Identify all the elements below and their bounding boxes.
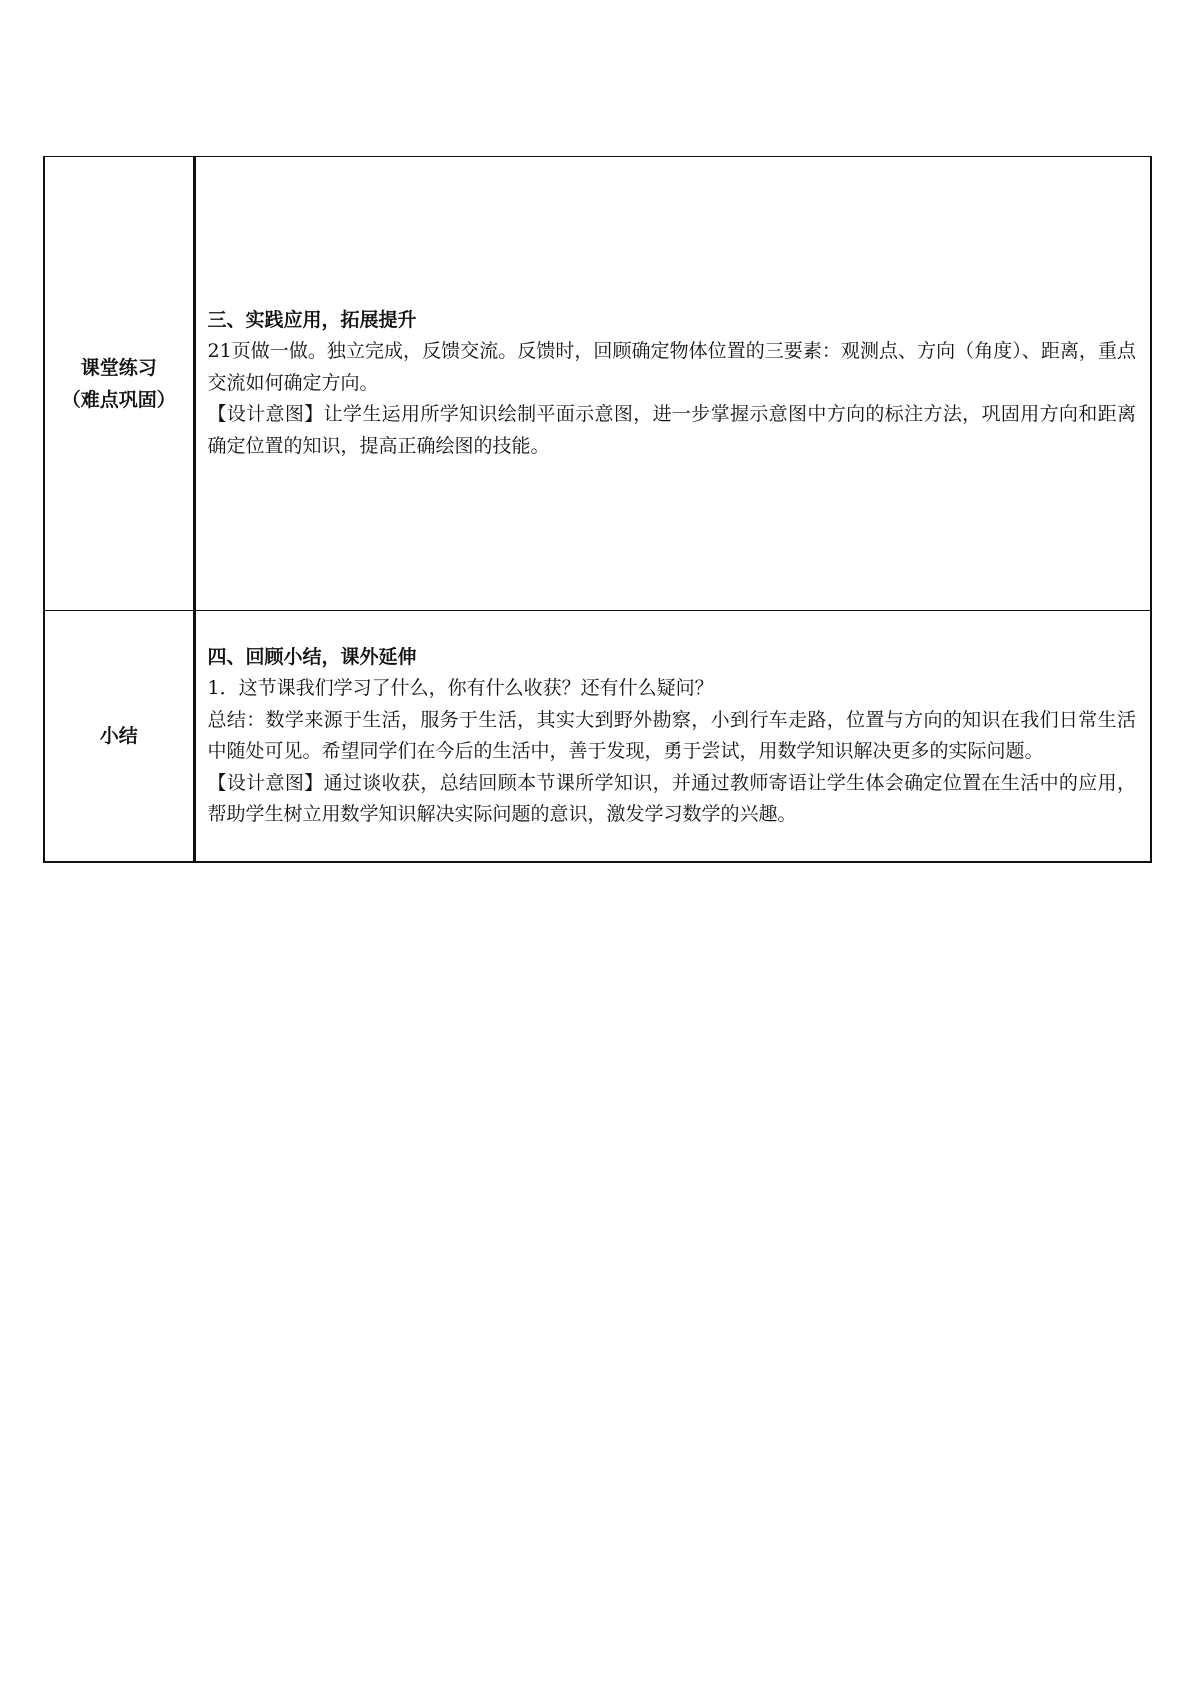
design-intent-paragraph: 【设计意图】通过谈收获，总结回顾本节课所学知识，并通过教师寄语让学生体会确定位置在生活中的应用，帮助学生树立用数学知识解决实际问题的意识，激发学习数学的兴趣。 (207, 771, 1136, 825)
row-label (45, 352, 193, 416)
table-row-summary (44, 611, 1151, 863)
design-intent-paragraph: 【设计意图】让学生运用所学知识绘制平面示意图，进一步掌握示意图中方向的标注方法，巩固用方向和距离确定位置的知识，提高正确绘图的技能。 (207, 403, 1136, 457)
row-content (196, 638, 1151, 835)
section-heading: 三、实践应用，拓展提升 (207, 308, 417, 331)
question-paragraph: 1．这节课我们学习了什么，你有什么收获？还有什么疑问？ (207, 677, 714, 699)
row-content-cell (194, 157, 1151, 611)
row-label-line1: 课堂练习 (80, 356, 157, 379)
row-content-cell (194, 611, 1151, 863)
table-row-practice (44, 157, 1151, 611)
lesson-plan-table (43, 156, 1152, 863)
row-label-cell (44, 611, 194, 863)
row-label-cell (44, 157, 194, 611)
row-label-line2: （难点巩固） (61, 388, 176, 411)
row-label-line1: 小结 (99, 725, 138, 747)
paragraph: 21页做一做。独立完成，反馈交流。反馈时，回顾确定物体位置的三要素：观测点、方向（角度）、距离，重点交流如何确定方向。 (207, 340, 1136, 394)
row-label (45, 720, 193, 752)
row-content (196, 301, 1151, 467)
section-heading: 四、回顾小结，课外延伸 (207, 645, 417, 668)
summary-paragraph: 总结：数学来源于生活，服务于生活，其实大到野外勘察，小到行车走路，位置与方向的知识在我们日常生活中随处可见。希望同学们在今后的生活中，善于发现，勇于尝试，用数学知识解决更多的实际问题。 (207, 708, 1136, 762)
